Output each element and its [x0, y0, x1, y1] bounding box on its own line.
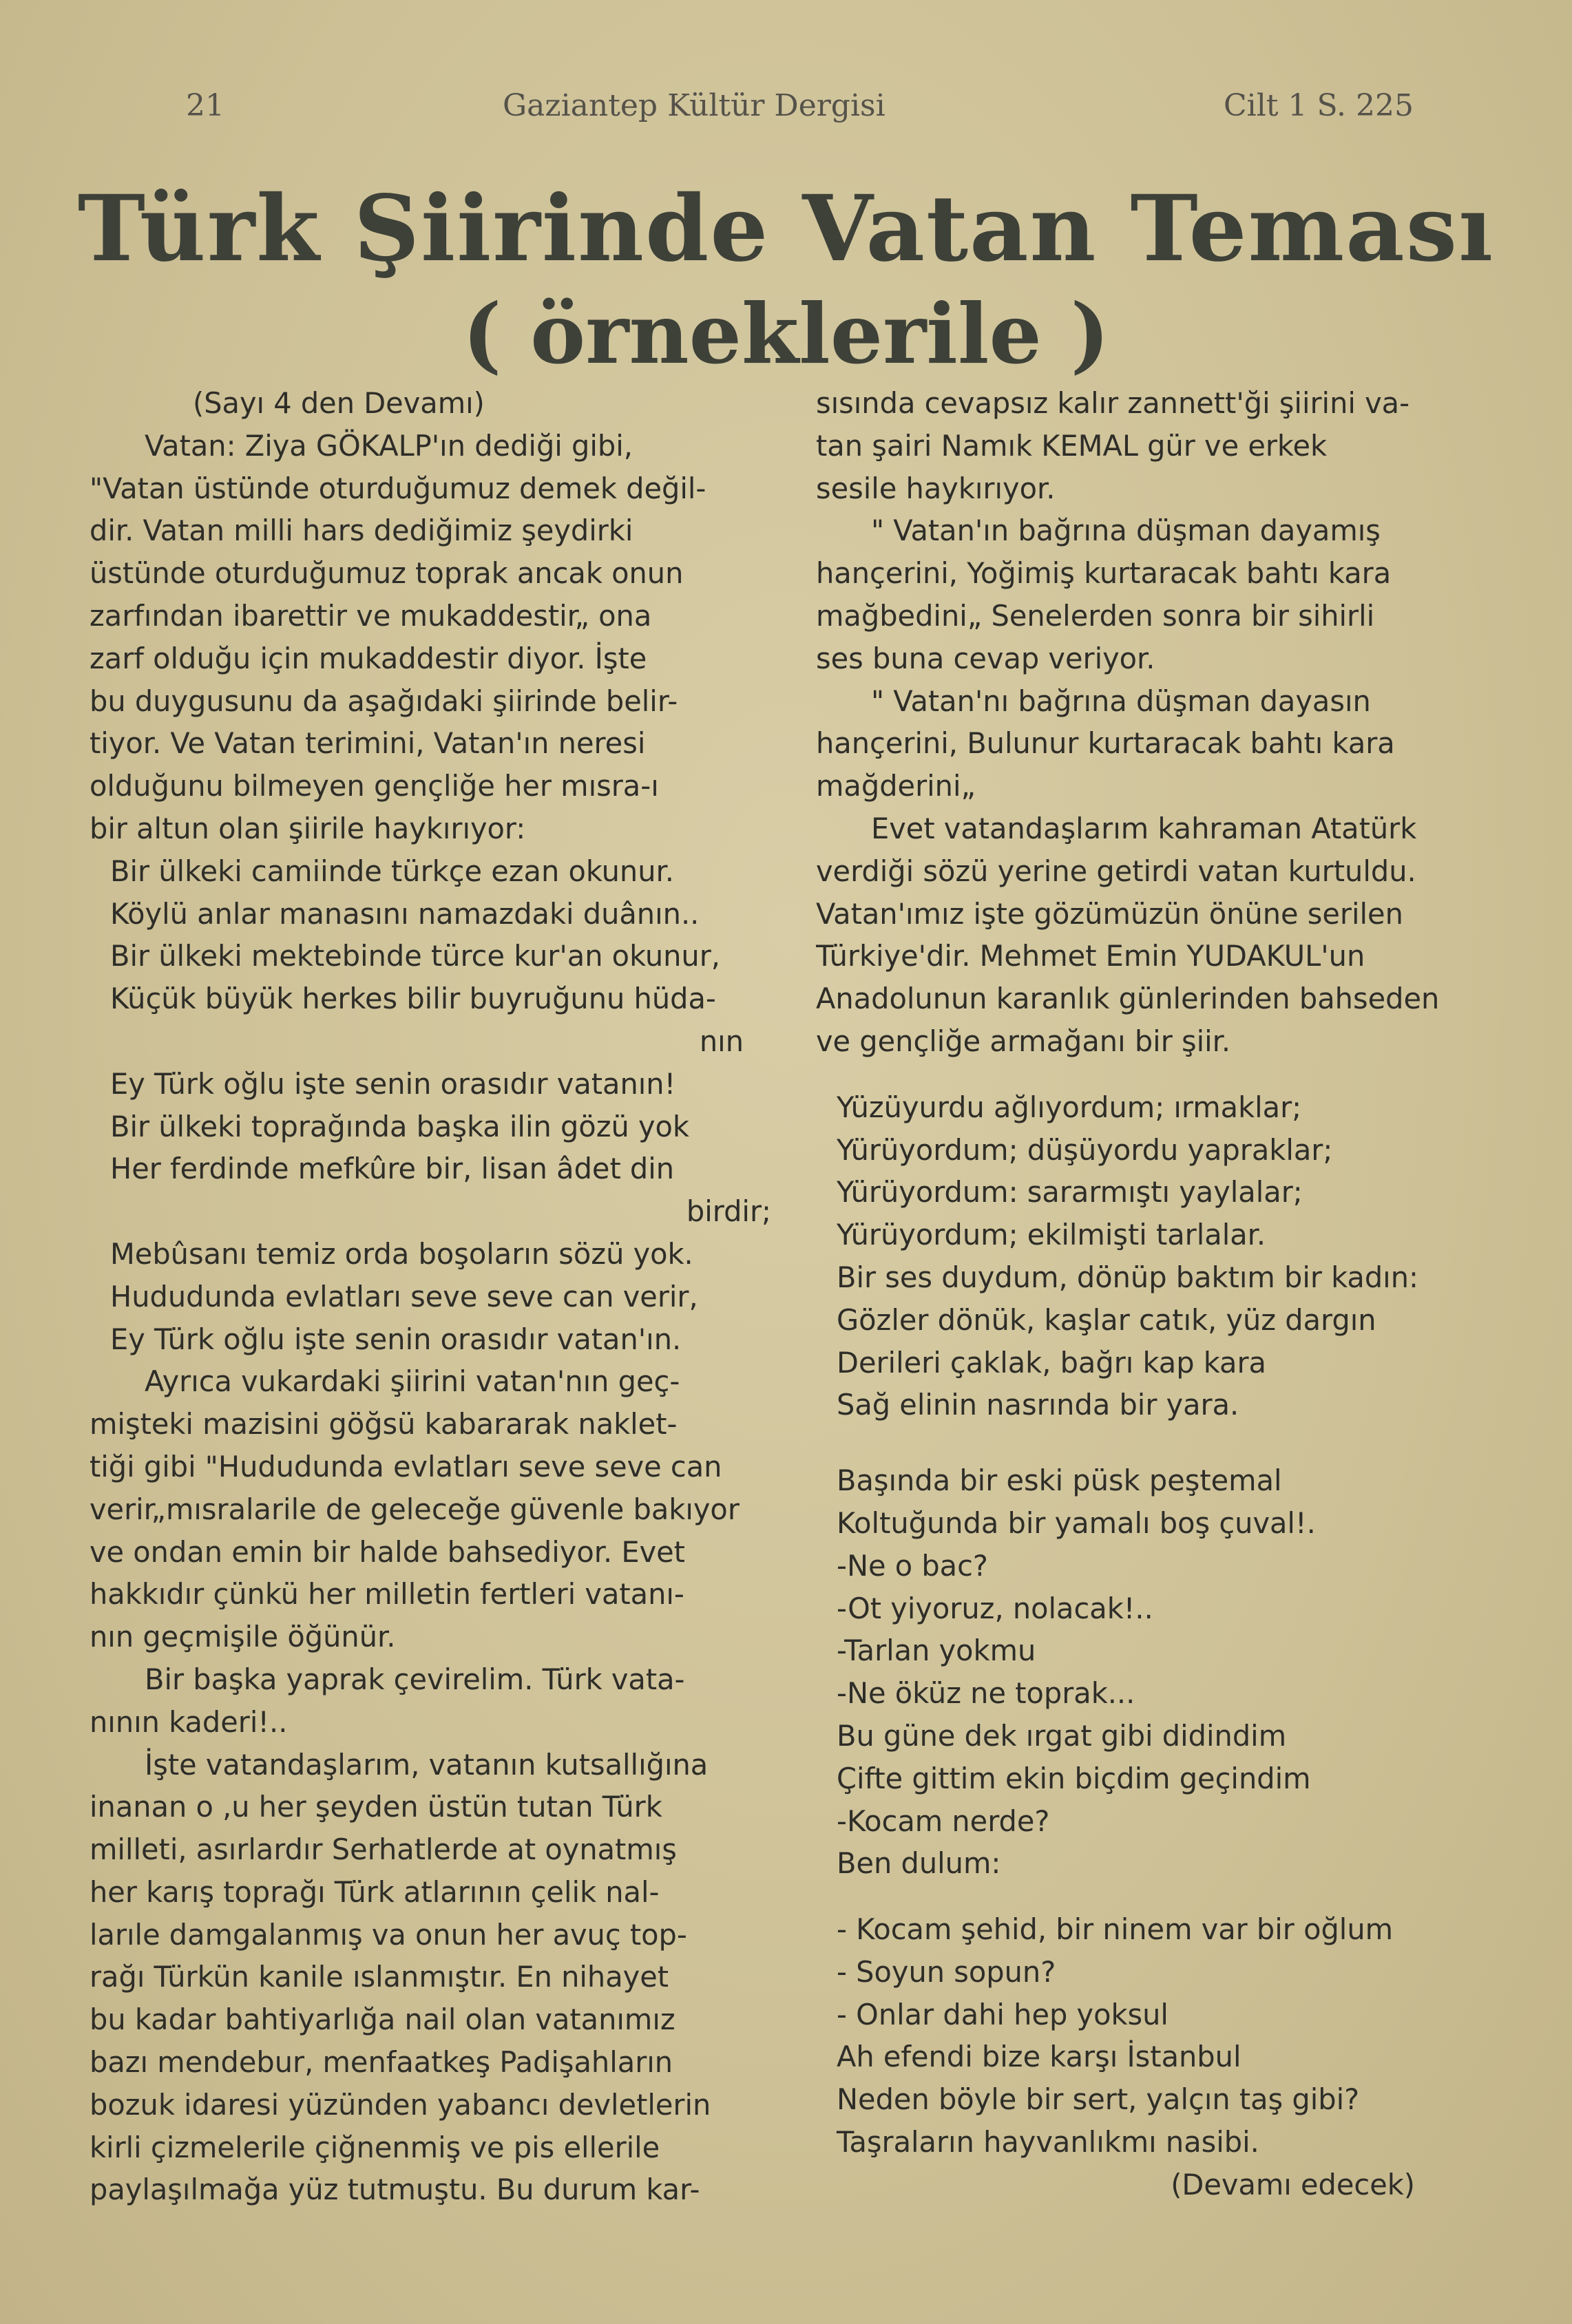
quote-line: mağbedini„ Senelerden sonra bir sihirli [816, 598, 1375, 633]
paragraph-line: ve gençliğe armağanı bir şiir. [816, 1024, 1231, 1058]
quote-line: hançerini, Yoğimiş kurtaracak bahtı kara [816, 556, 1392, 591]
paragraph-line: tiyor. Ve Vatan terimini, Vatan'ın neresi [90, 726, 646, 761]
poem-line: Hududunda evlatları seve seve can verir, [110, 1279, 698, 1313]
poem-line: -Ne öküz ne toprak... [837, 1676, 1135, 1711]
poem-line: -Kocam nerde? [837, 1804, 1050, 1838]
poem-line: Derileri çaklak, bağrı kap kara [837, 1345, 1266, 1380]
paragraph-line: Türkiye'dir. Mehmet Emin YUDAKUL'un [816, 939, 1365, 973]
paragraph-line: dir. Vatan milli hars dediğimiz şeydirki [90, 514, 633, 548]
paragraph-line: verir„mısralarile de geleceğe güvenle bakıyor [90, 1492, 740, 1526]
paragraph-line: nının kaderi!.. [90, 1704, 288, 1739]
paragraph-line: "Vatan üstünde oturduğumuz demek değil- [90, 471, 706, 505]
paragraph-line: hakkıdır çünkü her milletin fertleri vatanı- [90, 1577, 684, 1612]
poem-line: Neden böyle bir sert, yalçın taş gibi? [837, 2082, 1360, 2117]
stanza-gap [816, 1885, 1505, 1908]
poem-line: Çifte gittim ekin biçdim geçindim [837, 1761, 1311, 1795]
paragraph-line: bir altun olan şiirile haykırıyor: [90, 811, 526, 845]
paragraph-line: İşte vatandaşlarım, vatanın kutsallığına [145, 1747, 709, 1782]
paragraph-line: larıle damgalanmış va onun her avuç top- [90, 1917, 687, 1952]
paragraph-line: bu kadar bahtiyarlığa nail olan vatanımız [90, 2003, 675, 2037]
paragraph-line: her karış toprağı Türk atlarının çelik nal- [90, 1874, 660, 1909]
stanza-gap [816, 1426, 1505, 1459]
paragraph-line: Bir başka yaprak çevirelim. Türk vata- [145, 1662, 685, 1696]
poem-line: - Kocam şehid, bir ninem var bir oğlum [837, 1912, 1394, 1947]
poem-line: Ah efendi bize karşı İstanbul [837, 2040, 1241, 2074]
quote-line: " Vatan'ın bağrına düşman dayamış [871, 514, 1381, 548]
poem-line: -Tarlan yokmu [837, 1634, 1036, 1668]
paragraph-line: rağı Türkün kanile ıslanmıştır. En nihayet [90, 1960, 669, 1994]
journal-name: Gaziantep Kültür Dergisi [503, 88, 885, 123]
paragraph-line: ve ondan emin bir halde bahsediyor. Evet [90, 1534, 685, 1569]
poem-line: Yürüyordum; düşüyordu yapraklar; [837, 1132, 1333, 1167]
page-number: 21 [186, 88, 224, 123]
poem-line: - Onlar dahi hep yoksul [837, 1997, 1168, 2031]
paragraph-line: Anadolunun karanlık günlerinden bahseden [816, 982, 1440, 1016]
paragraph-line: üstünde oturduğumuz toprak ancak onun [90, 556, 684, 591]
poem-line: Her ferdinde mefkûre bir, lisan âdet din [110, 1152, 675, 1186]
poem-line: Bir ülkeki toprağında başka ilin gözü yok [110, 1109, 689, 1143]
paragraph-line: milleti, asırlardır Serhatlerde at oynatmış [90, 1832, 677, 1867]
volume-issue: Cilt 1 S. 225 [1224, 88, 1414, 123]
paragraph-line: nın geçmişile öğünür. [90, 1620, 396, 1654]
poem-line: nın [699, 1024, 744, 1058]
continuation-note: (Sayı 4 den Devamı) [193, 386, 485, 420]
poem-line: Bu güne dek ırgat gibi didindim [837, 1718, 1287, 1753]
paragraph-line: Vatan: Ziya GÖKALP'ın dediği gibi, [145, 428, 633, 463]
poem-line: birdir; [686, 1194, 771, 1229]
poem-line: -Ot yiyoruz, nolacak!.. [837, 1591, 1153, 1625]
poem-line: Başında bir eski püsk peştemal [837, 1464, 1282, 1498]
paragraph-line: bazı mendebur, menfaatkeş Padişahların [90, 2045, 673, 2080]
quote-line: " Vatan'nı bağrına düşman dayasın [871, 684, 1371, 718]
paragraph-line: sısında cevapsız kalır zannett'ği şiirini va- [816, 386, 1410, 420]
continued-note: (Devamı edecek) [1171, 2167, 1415, 2201]
poem-line: Bir ülkeki camiinde türkçe ezan okunur. [110, 854, 674, 888]
poem-line: Bir ses duydum, dönüp baktım bir kadın: [837, 1260, 1418, 1294]
paragraph-line: tiği gibi "Hududunda evlatları seve seve can [90, 1449, 722, 1483]
poem-line: Sağ elinin nasrında bir yara. [837, 1388, 1239, 1422]
quote-line: hançerini, Bulunur kurtaracak bahtı kara [816, 726, 1395, 761]
poem-line: Küçük büyük herkes bilir buyruğunu hüda- [110, 982, 716, 1016]
poem-line: Ey Türk oğlu işte senin orasıdır vatanın! [110, 1066, 676, 1101]
paragraph-line: Ayrıca vukardaki şiirini vatan'nın geç- [145, 1364, 680, 1399]
paragraph-line: Evet vatandaşlarım kahraman Atatürk [871, 811, 1417, 845]
paragraph-line: ses buna cevap veriyor. [816, 641, 1155, 675]
paragraph-line: zarf olduğu için mukaddestir diyor. İşte [90, 641, 647, 675]
poem-line: - Soyun sopun? [837, 1954, 1056, 1989]
paragraph-line: inanan o ,u her şeyden üstün tutan Türk [90, 1790, 662, 1824]
paragraph-line: zarfından ibarettir ve mukaddestir„ ona [90, 598, 652, 633]
poem-line: Bir ülkeki mektebinde türce kur'an okunur, [110, 939, 720, 973]
running-header [186, 88, 1414, 136]
right-column [816, 382, 1505, 2206]
paragraph-line: verdiği sözü yerine getirdi vatan kurtuldu. [816, 854, 1416, 888]
article-subtitle: ( örneklerile ) [462, 286, 1110, 383]
poem-line: Koltuğunda bir yamalı boş çuval!. [837, 1506, 1316, 1540]
stanza-gap [816, 1063, 1505, 1086]
paragraph-line: sesile haykırıyor. [816, 471, 1056, 505]
poem-line: Yüzüyurdu ağlıyordum; ırmaklar; [837, 1090, 1302, 1124]
quote-line: mağderini„ [816, 769, 976, 803]
paragraph-line: olduğunu bilmeyen gençliğe her mısra-ı [90, 769, 659, 803]
poem-line: Yürüyordum: sararmıştı yaylalar; [837, 1175, 1303, 1209]
poem-line: Köylü anlar manasını namazdaki duânın.. [110, 896, 700, 931]
article-title: Türk Şiirinde Vatan Teması [77, 176, 1495, 282]
paragraph-line: bozuk idaresi yüzünden yabancı devletlerin [90, 2087, 711, 2122]
paragraph-line: tan şairi Namık KEMAL gür ve erkek [816, 428, 1328, 463]
paragraph-line: Vatan'ımız işte gözümüzün önüne serilen [816, 896, 1403, 931]
poem-line: Taşraların hayvanlıkmı nasibi. [837, 2125, 1259, 2159]
left-column [90, 382, 771, 2211]
poem-line: Gözler dönük, kaşlar catık, yüz dargın [837, 1302, 1376, 1337]
poem-line: Mebûsanı temiz orda boşoların sözü yok. [110, 1236, 693, 1271]
paragraph-line: bu duygusunu da aşağıdaki şiirinde belir- [90, 684, 678, 718]
poem-line: Ben dulum: [837, 1846, 1001, 1881]
paragraph-line: mişteki mazisini göğsü kabararak naklet- [90, 1407, 678, 1441]
poem-line: Ey Türk oğlu işte senin orasıdır vatan'ın. [110, 1322, 682, 1356]
poem-line: Yürüyordum; ekilmişti tarlalar. [837, 1218, 1266, 1252]
paragraph-line: kirli çizmelerile çiğnenmiş ve pis ellerile [90, 2130, 660, 2164]
poem-line: -Ne o bac? [837, 1548, 988, 1583]
paragraph-line: paylaşılmağa yüz tutmuştu. Bu durum kar- [90, 2173, 700, 2207]
